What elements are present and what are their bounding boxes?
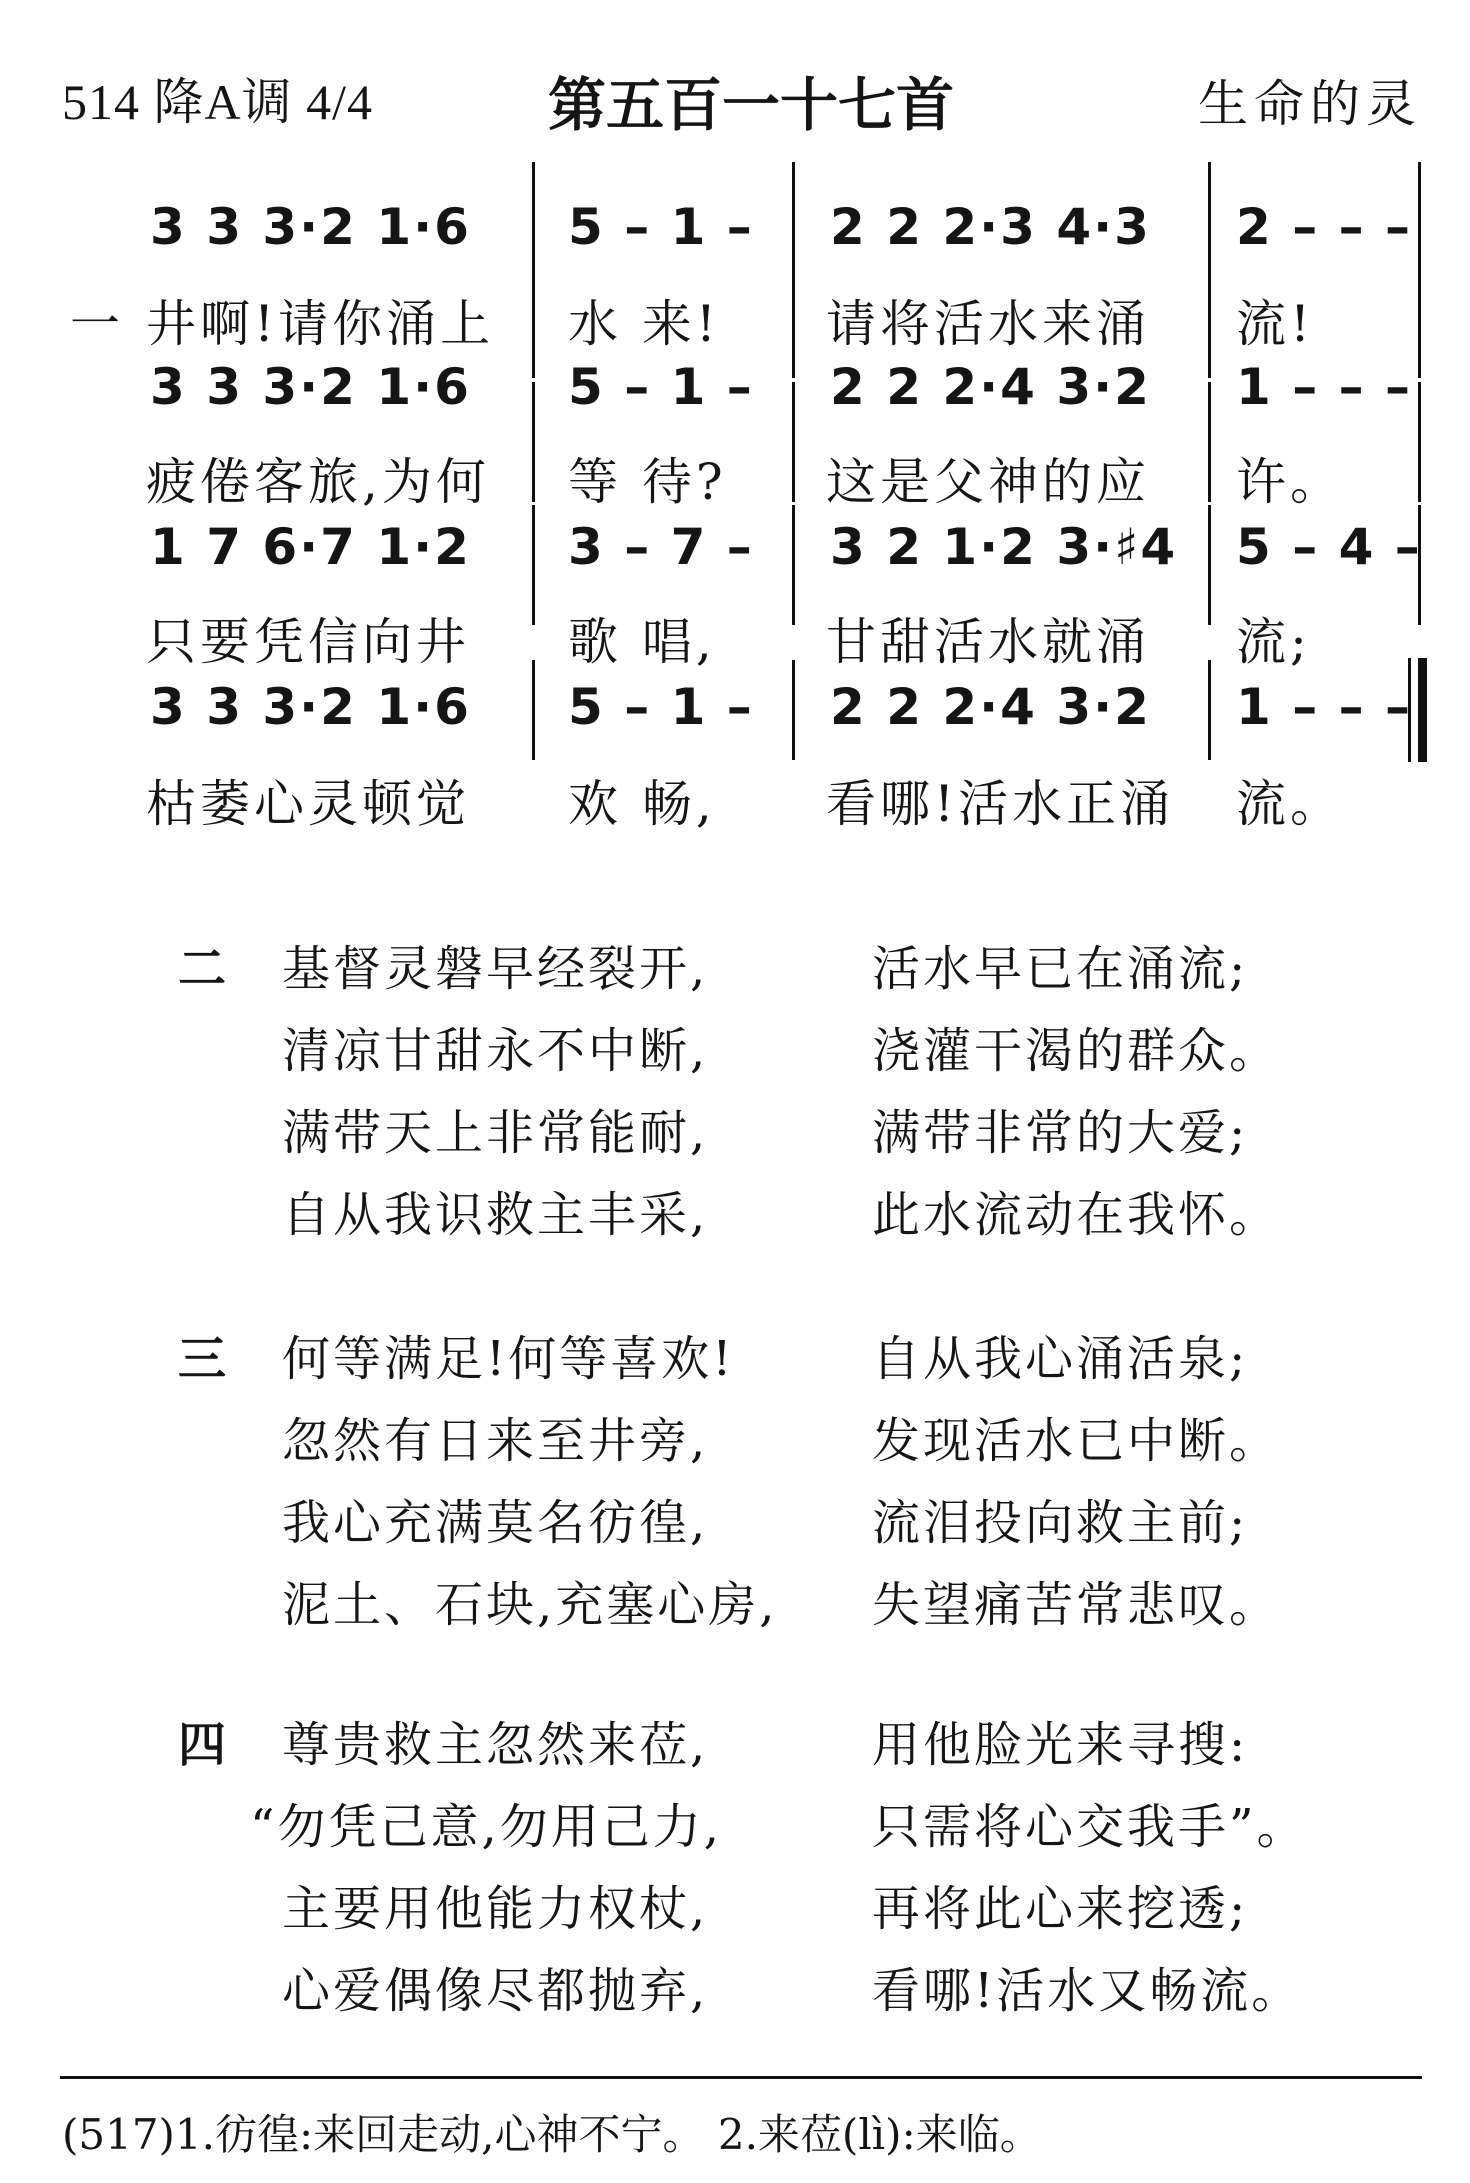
notes-bar: 5 – 1 – [568,198,754,256]
stanza-line: 活水早已在涌流; [872,941,1249,997]
notes-bar: 1 7 6·7 1·2 [150,518,471,576]
lyric-bar: 井啊!请你涌上 [146,295,495,353]
stanza-line: 再将此心来挖透; [872,1881,1249,1937]
lyric-bar: 只要凭信向井 [146,613,470,671]
stanza-line: “勿凭己意,勿用己力, [250,1799,723,1855]
barline [532,162,535,378]
notes-bar: 3 3 3·2 1·6 [150,358,471,416]
stanza-number: 三 [178,1331,227,1387]
barline [532,382,535,502]
notes-bar: 3 – 7 – [568,518,754,576]
notes-bar: 2 2 2·4 3·2 [830,678,1151,736]
stanza-number: 四 [178,1717,227,1773]
lyric-bar: 流。 [1236,775,1344,833]
barline [1208,162,1211,378]
notes-bar: 3 3 3·2 1·6 [150,678,471,736]
stanza-line: 清凉甘甜永不中断, [282,1023,709,1079]
footnote-divider [60,2076,1422,2079]
stanza-line: 基督灵磐早经裂开, [282,941,709,997]
stanza-line: 心爱偶像尽都抛弃, [282,1963,709,2019]
stanza-line: 浇灌干渴的群众。 [872,1023,1281,1079]
stanza-line: 忽然有日来至井旁, [282,1413,709,1469]
notes-bar: 3 3 3·2 1·6 [150,198,471,256]
page-title: 第五百一十七首 [548,71,955,139]
lyric-bar: 甘甜活水就涌 [826,613,1150,671]
notes-bar: 1 – – – [1236,358,1413,416]
barline [532,660,535,760]
notes-bar: 2 2 2·3 4·3 [830,198,1151,256]
stanza-line: 此水流动在我怀。 [872,1187,1281,1243]
lyric-bar: 这是父神的应 [826,453,1150,511]
stanza-line: 自从我识救主丰采, [282,1187,709,1243]
final-barline-thick [1418,658,1427,762]
notes-bar: 5 – 1 – [568,358,754,416]
barline [792,660,795,760]
stanza-line: 泥土、石块,充塞心房, [282,1577,778,1633]
notes-bar: 5 – 4 – [1236,518,1422,576]
stanza-line: 自从我心涌活泉; [872,1331,1249,1387]
notes-bar: 1 – – – [1236,678,1413,736]
lyric-bar: 许。 [1236,453,1344,511]
barline [1418,162,1421,378]
notes-bar: 5 – 1 – [568,678,754,736]
stanza-line: 看哪!活水又畅流。 [872,1963,1303,2019]
stanza-line: 用他脸光来寻搜: [872,1717,1249,1773]
barline [792,162,795,378]
lyric-bar: 请将活水来涌 [826,295,1150,353]
lyric-bar: 流; [1236,613,1311,671]
stanza-line: 我心充满莫名彷徨, [282,1495,709,1551]
barline [792,382,795,502]
barline [1208,382,1211,502]
lyric-bar: 欢 畅, [568,775,716,833]
stanza-line: 何等满足!何等喜欢! [282,1331,735,1387]
verse-number: 一 [70,295,124,353]
hymn-title: 生命的灵 [1198,75,1422,133]
stanza-line: 发现活水已中断。 [872,1413,1281,1469]
lyric-bar: 流! [1236,295,1315,353]
hymn-number-key: 514 降A调 4/4 [62,74,373,130]
stanza-line: 满带天上非常能耐, [282,1105,709,1161]
barline [1418,382,1421,502]
barline [532,505,535,625]
lyric-bar: 等 待? [568,453,727,511]
footnote: (517)1.彷徨:来回走动,心神不宁。 2.来莅(lì):来临。 [62,2110,1042,2159]
barline [1208,660,1211,760]
stanza-line: 流泪投向救主前; [872,1495,1249,1551]
notes-bar: 3 2 1·2 3·♯4 [830,518,1178,576]
stanza-line: 满带非常的大爱; [872,1105,1249,1161]
lyric-bar: 歌 唱, [568,613,716,671]
lyric-bar: 水 来! [568,295,720,353]
barline [792,505,795,625]
stanza-number: 二 [178,941,227,997]
lyric-bar: 疲倦客旅,为何 [146,453,490,511]
notes-bar: 2 2 2·4 3·2 [830,358,1151,416]
notes-bar: 2 – – – [1236,198,1413,256]
lyric-bar: 看哪!活水正涌 [826,775,1175,833]
lyric-bar: 枯萎心灵顿觉 [146,775,470,833]
music-score [0,150,1470,850]
stanza-line: 失望痛苦常悲叹。 [872,1577,1281,1633]
stanza-line: 只需将心交我手”。 [872,1799,1308,1855]
stanza-line: 尊贵救主忽然来莅, [282,1717,709,1773]
barline [1208,505,1211,625]
stanza-line: 主要用他能力权杖, [282,1881,709,1937]
